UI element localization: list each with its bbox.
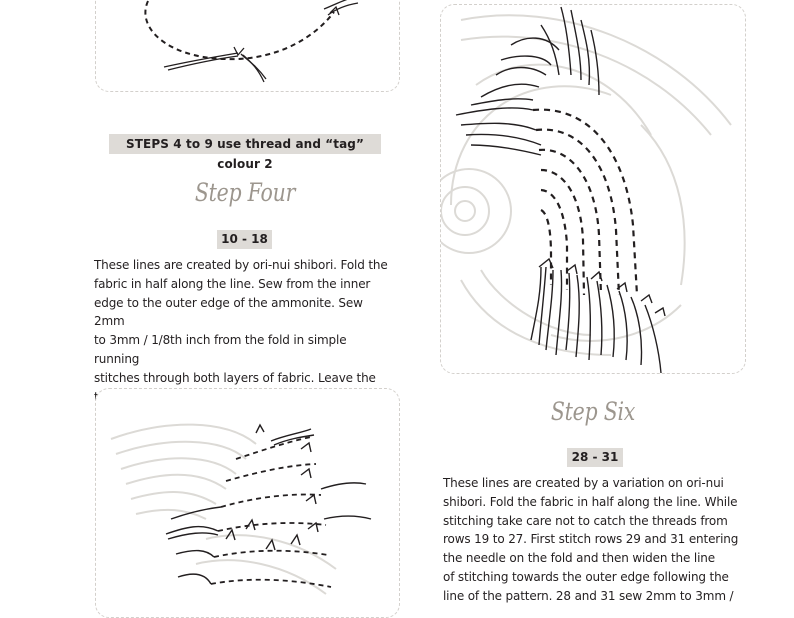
illustration-fold-rows	[95, 388, 400, 618]
step-six-title: Step Six	[550, 397, 636, 426]
illustration-ammonite-rows	[440, 4, 746, 374]
step-four-line: to 3mm / 1/8th inch from the fold in simple running	[94, 333, 347, 366]
step-four-line: edge to the outer edge of the ammonite. Sew 2mm	[94, 295, 363, 329]
fold-rows-illustration	[96, 389, 400, 618]
step-six-line: the needle on the fold and then widen the line	[443, 551, 715, 566]
step-four-line: fabric in half along the line. Sew from the inner	[94, 276, 371, 291]
thread-colour-banner: STEPS 4 to 9 use thread and “tag” colour 2	[109, 134, 381, 154]
step-six-instructions	[443, 474, 743, 606]
step-six-line: These lines are created by a variation on ori-nui	[443, 476, 724, 490]
step-four-line: stitches through both layers of fabric. Leave the	[94, 370, 376, 385]
step-six-line: line of the pattern. 28 and 31 sew 2mm to 3mm /	[443, 588, 734, 603]
step-six-rows-badge: 28 - 31	[567, 448, 623, 467]
step-four-rows-badge: 10 - 18	[217, 230, 272, 249]
step-six-line: stitching take care not to catch the threads from	[443, 513, 728, 528]
step-six-line: rows 19 to 27. First stitch rows 29 and 31 entering	[443, 532, 739, 547]
step-six-line: shibori. Fold the fabric in half along the line. While	[443, 494, 738, 509]
step-six-line: of stitching towards the outer edge following the	[443, 569, 729, 584]
step-four-line: These lines are created by ori-nui shibori. Fold the	[94, 258, 388, 272]
step-four-title: Step Four	[194, 178, 296, 207]
circle-stitch-illustration	[96, 0, 400, 92]
ammonite-stitch-illustration	[441, 5, 746, 374]
step-four-instructions	[94, 256, 394, 406]
illustration-circle-stitch	[95, 0, 400, 92]
